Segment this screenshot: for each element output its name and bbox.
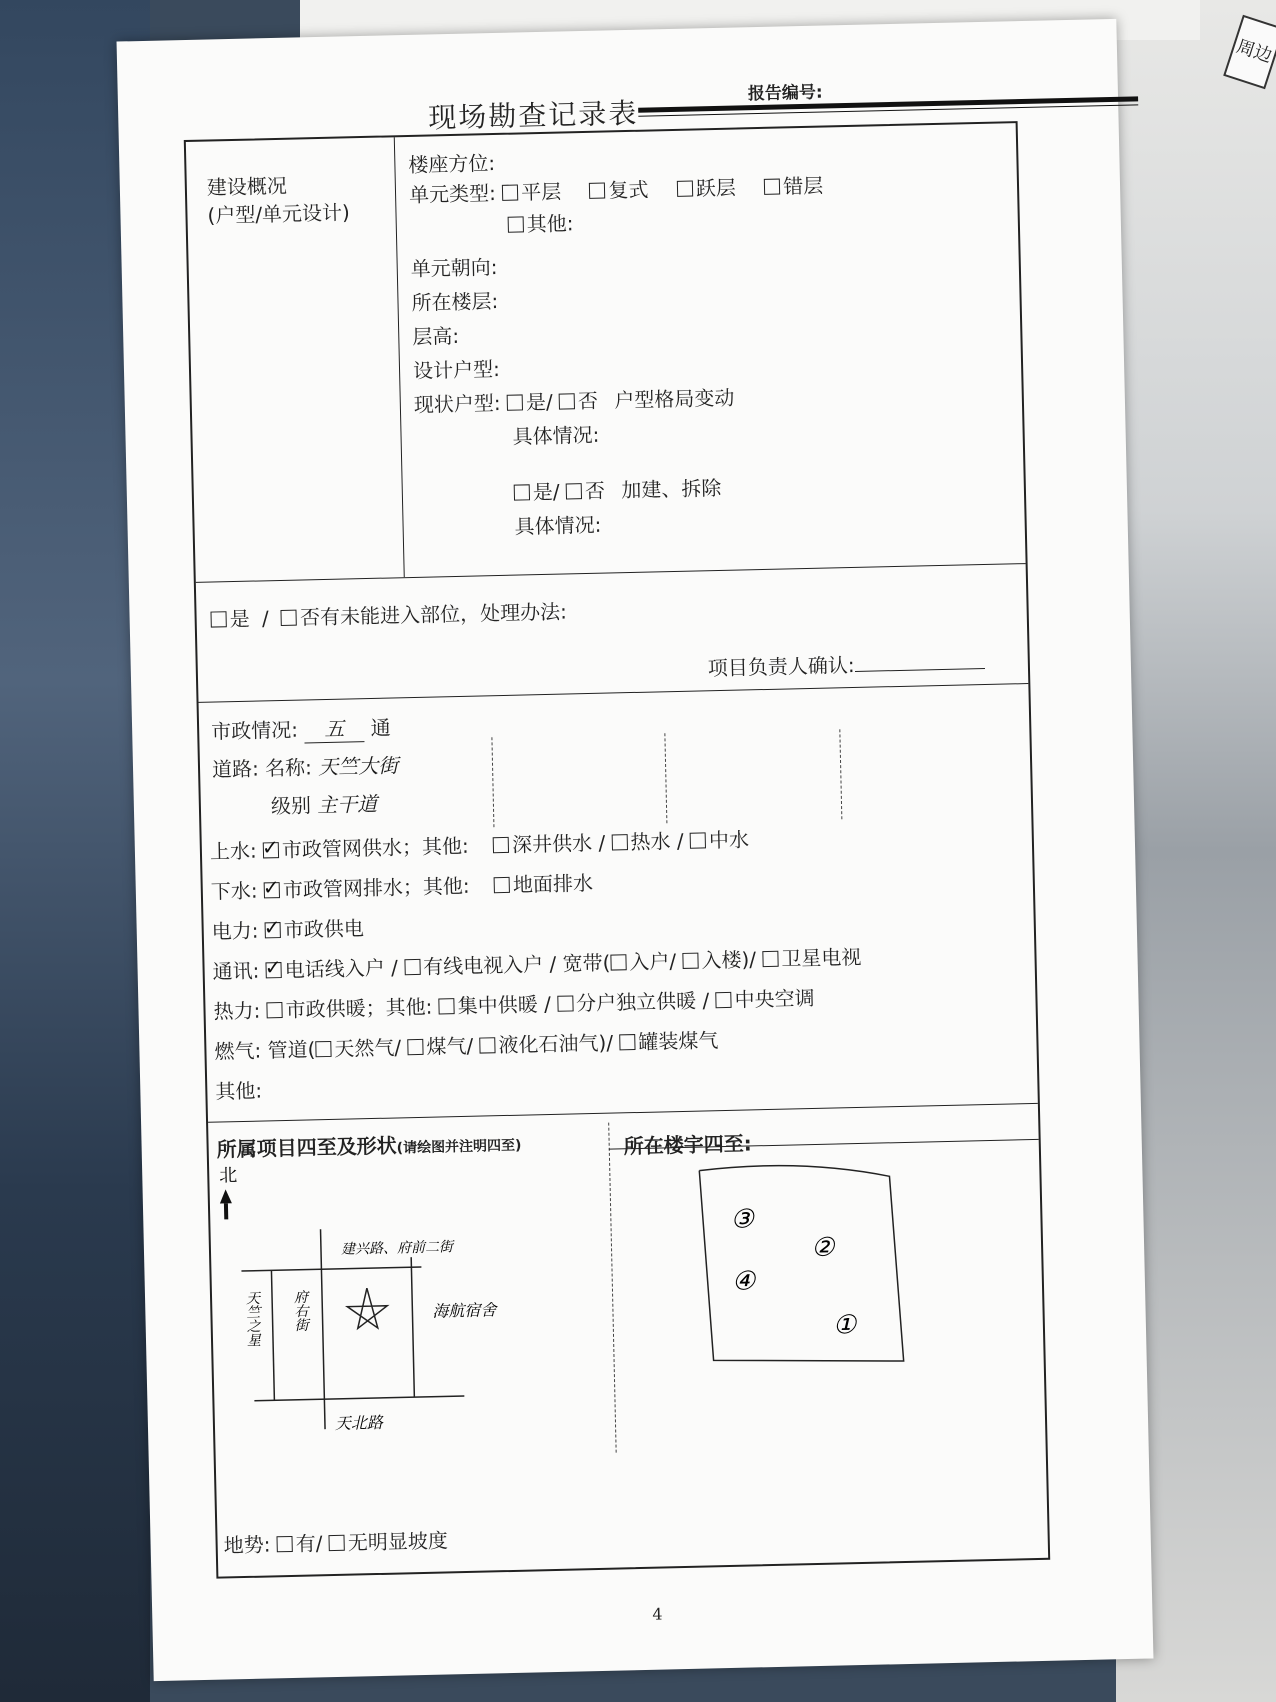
- building-label-1: ①: [832, 1310, 857, 1341]
- municipal-row: 市政情况: 五 通: [211, 712, 391, 746]
- side-card: 周边: [1223, 15, 1276, 89]
- inaccessible-row: 是 / 否有未能进入部位，处理办法:: [210, 595, 567, 632]
- project-sketch: [209, 1153, 615, 1452]
- checkbox-layout-no[interactable]: [559, 393, 575, 409]
- unit-facing-field[interactable]: 单元朝向:: [410, 254, 498, 281]
- section-inaccessible-areas: [196, 563, 1029, 703]
- checkbox-cable-tv[interactable]: [404, 959, 420, 975]
- design-layout-field[interactable]: 设计户型:: [412, 356, 501, 383]
- section-municipal: [199, 683, 1038, 1123]
- checkbox-central-ac[interactable]: [715, 992, 731, 1008]
- telecom-row: 通讯: ✓ 电话线入户 / 有线电视入户 / 宽带( 入户/ 入楼)/ 卫星电视: [212, 941, 861, 985]
- checkbox-municipal-drainage[interactable]: [264, 882, 280, 898]
- building-label-3: ③: [730, 1204, 755, 1235]
- checkbox-natural-gas[interactable]: [315, 1041, 331, 1057]
- height-field[interactable]: 层高:: [412, 323, 460, 349]
- road-level-row: 级别 主干道: [270, 791, 378, 819]
- details-field-1[interactable]: 具体情况:: [512, 422, 600, 449]
- unit-type-row: 单元类型: 平层 复式 跃层 错层: [408, 173, 824, 207]
- water-supply-row: 上水: ✓ 市政管网供水；其他: 深井供水 / 热水 / 中水: [210, 823, 750, 864]
- form-header: [177, 52, 1078, 135]
- checkbox-municipal-heating[interactable]: [266, 1002, 282, 1018]
- north-arrow-icon: [220, 1189, 232, 1203]
- signature-line[interactable]: [855, 668, 985, 672]
- section-boundaries: [208, 1103, 1048, 1577]
- road-level[interactable]: 主干道: [316, 791, 378, 818]
- municipal-value[interactable]: 五: [304, 712, 365, 743]
- checkbox-flat[interactable]: [502, 184, 518, 200]
- dashed-divider: [664, 733, 667, 823]
- building-label-4: ④: [731, 1266, 756, 1297]
- checkbox-layout-yes[interactable]: [507, 394, 523, 410]
- checkbox-addition-yes[interactable]: [514, 484, 530, 500]
- addition-demolition-row: 是/ 否 加建、拆除: [513, 472, 721, 506]
- checkbox-broadband-building[interactable]: [682, 953, 698, 969]
- checkbox-unit-other[interactable]: [508, 216, 524, 232]
- details-field-2[interactable]: 具体情况:: [514, 512, 602, 539]
- building-boundaries-title: 所在楼宇四至:: [623, 1131, 752, 1159]
- star-icon: [347, 1288, 388, 1329]
- form-title: 现场勘查记录表: [427, 96, 639, 135]
- checkbox-hot-water[interactable]: [611, 834, 627, 850]
- road-name[interactable]: 天竺大街: [317, 753, 399, 780]
- form-sheet: [117, 19, 1154, 1681]
- project-boundaries-title: 所属项目四至及形状(请绘图并注明四至): [216, 1133, 522, 1162]
- dashed-divider: [491, 737, 494, 827]
- column-divider: [394, 137, 405, 577]
- unit-type-other: 其他:: [507, 207, 573, 237]
- building-label-2: ②: [810, 1232, 835, 1264]
- checkbox-bottled-gas[interactable]: [619, 1034, 635, 1050]
- checkbox-lpg[interactable]: [479, 1037, 495, 1053]
- other-field[interactable]: 其他:: [215, 1078, 263, 1104]
- building-sketch: [629, 1143, 1045, 1442]
- checkbox-loft[interactable]: [677, 181, 693, 197]
- checkbox-individual-heating[interactable]: [557, 995, 573, 1011]
- south-road: 天北路: [334, 1412, 384, 1433]
- page-number: 4: [652, 1604, 663, 1624]
- checkbox-duplex[interactable]: [589, 183, 605, 199]
- east-label: 海航宿舍: [432, 1300, 497, 1321]
- checkbox-broadband-home[interactable]: [610, 954, 626, 970]
- report-number-label: 报告编号:: [747, 82, 823, 105]
- inspection-form: [184, 121, 1050, 1579]
- north-road: 建兴路、府前二街: [340, 1239, 454, 1258]
- heating-row: 热力: 市政供暖；其他: 集中供暖 / 分户独立供暖 / 中央空调: [213, 985, 815, 1024]
- section-building-overview: [186, 123, 1026, 583]
- west-street: 府右街: [291, 1289, 309, 1332]
- power-row: 电力: ✓ 市政供电: [211, 912, 364, 944]
- overview-label: 建设概况: [206, 173, 288, 200]
- road-row: 道路: 名称: 天竺大街: [211, 753, 399, 782]
- checkbox-deep-well[interactable]: [493, 837, 509, 853]
- checkbox-inaccessible-no[interactable]: [281, 610, 297, 626]
- checkbox-municipal-power[interactable]: [265, 922, 281, 938]
- checkbox-split-level[interactable]: [764, 179, 780, 195]
- overview-sublabel: (户型/单元设计): [207, 200, 351, 228]
- floor-field[interactable]: 所在楼层:: [411, 288, 499, 315]
- checkbox-surface-drainage[interactable]: [494, 877, 510, 893]
- current-layout-row: 现状户型: 是/ 否 户型格局变动: [413, 385, 735, 417]
- north-label: 北: [219, 1165, 238, 1187]
- drainage-row: 下水: ✓ 市政管网排水；其他: 地面排水: [210, 867, 593, 905]
- checkbox-addition-no[interactable]: [566, 483, 582, 499]
- terrain-row: 地势: 有/ 无明显坡度: [223, 1528, 449, 1558]
- building-outline: [699, 1163, 903, 1366]
- manager-confirm: 项目负责人确认:: [708, 646, 985, 681]
- gas-row: 燃气: 管道( 天然气/ 煤气/ 液化石油气)/ 罐装煤气: [214, 1028, 719, 1064]
- north-arrow-shaft: [224, 1203, 228, 1219]
- west-label: 天竺之星: [243, 1290, 262, 1347]
- dashed-divider: [839, 729, 842, 819]
- checkbox-central-heating[interactable]: [439, 998, 455, 1014]
- checkbox-terrain-flat[interactable]: [329, 1535, 345, 1551]
- checkbox-satellite-tv[interactable]: [762, 951, 778, 967]
- checkbox-inaccessible-yes[interactable]: [210, 611, 226, 627]
- checkbox-reclaimed-water[interactable]: [690, 832, 706, 848]
- checkbox-terrain-yes[interactable]: [277, 1536, 293, 1552]
- checkbox-phone-line[interactable]: [266, 962, 282, 978]
- checkbox-municipal-water[interactable]: [263, 842, 279, 858]
- checkbox-coal-gas[interactable]: [407, 1039, 423, 1055]
- building-orientation-field[interactable]: 楼座方位:: [408, 150, 496, 177]
